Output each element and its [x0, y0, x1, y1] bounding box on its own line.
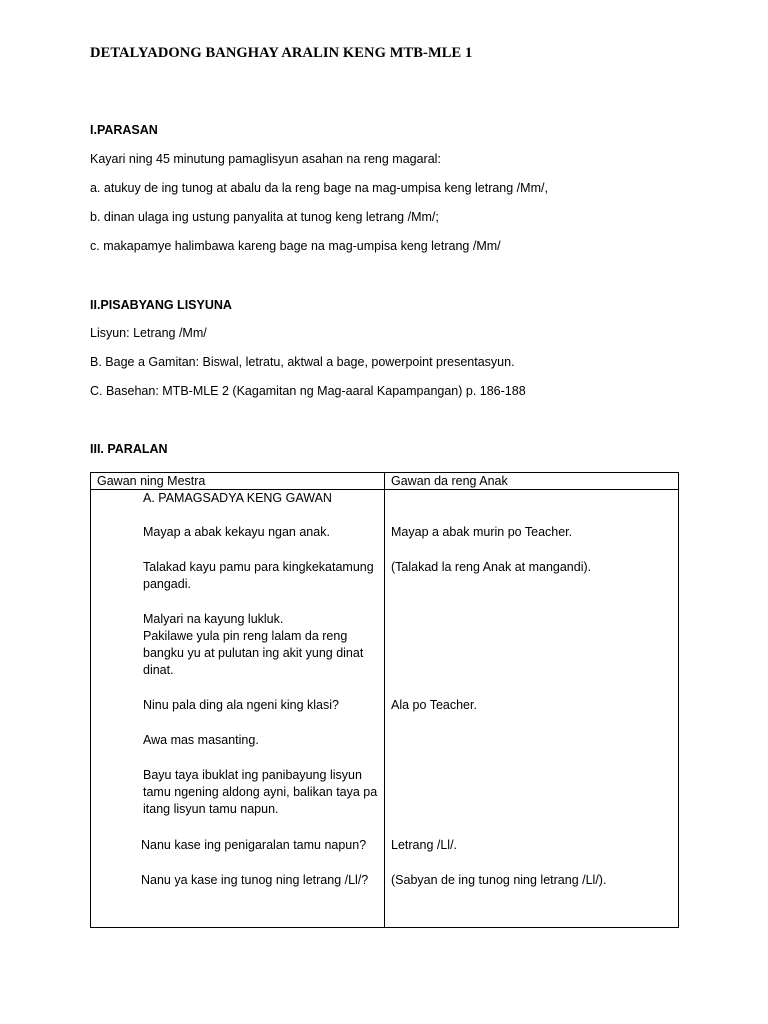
student-line: Mayap a abak murin po Teacher. [391, 525, 573, 539]
subject-matter-materials: B. Bage a Gamitan: Biswal, letratu, aktwal a bage, powerpoint presentasyun. [90, 355, 515, 369]
teacher-column-header: Gawan ning Mestra [91, 473, 385, 490]
teacher-line: Awa mas masanting. [143, 733, 259, 747]
subject-matter-lesson: Lisyun: Letrang /Mm/ [90, 326, 207, 340]
objectives-heading: I.PARASAN [90, 123, 158, 137]
student-column-header: Gawan da reng Anak [385, 473, 679, 490]
student-line: Letrang /Ll/. [391, 838, 458, 852]
procedure-table [90, 472, 679, 928]
teacher-line: Nanu ya kase ing tunog ning letrang /Ll/? [141, 873, 369, 887]
teacher-line: Malyari na kayung lukluk. [143, 612, 284, 626]
teacher-activity-cell [91, 490, 385, 928]
teacher-line: Bayu taya ibuklat ing panibayung lisyun tamu ngening aldong ayni, balikan taya pa itang lisyun tamu napun. [143, 768, 378, 817]
section-a-heading: A. PAMAGSADYA KENG GAWAN [143, 491, 332, 505]
teacher-line: Nanu kase ing penigaralan tamu napun? [141, 838, 367, 852]
student-line: (Talakad la reng Anak at mangandi). [391, 560, 592, 574]
objective-item-b: b. dinan ulaga ing ustung panyalita at tunog keng letrang /Mm/; [90, 210, 439, 224]
objective-item-c: c. makapamye halimbawa kareng bage na mag-umpisa keng letrang /Mm/ [90, 239, 501, 253]
objectives-intro: Kayari ning 45 minutung pamaglisyun asahan na reng magaral: [90, 152, 441, 166]
student-activity-cell [385, 490, 679, 928]
table-row [91, 490, 679, 928]
table-header-row [91, 473, 679, 490]
objective-item-a: a. atukuy de ing tunog at abalu da la reng bage na mag-umpisa keng letrang /Mm/, [90, 181, 548, 195]
student-line: Ala po Teacher. [391, 698, 477, 712]
teacher-line: Pakilawe yula pin reng lalam da reng bangku yu at pulutan ing akit yung dinat dinat. [143, 629, 364, 678]
teacher-line: Talakad kayu pamu para kingkekatamung pangadi. [143, 560, 374, 592]
teacher-line: Ninu pala ding ala ngeni king klasi? [143, 698, 339, 712]
subject-matter-reference: C. Basehan: MTB-MLE 2 (Kagamitan ng Mag-aaral Kapampangan) p. 186-188 [90, 384, 526, 398]
teacher-line: Mayap a abak kekayu ngan anak. [143, 525, 330, 539]
procedure-heading: III. PARALAN [90, 442, 168, 456]
subject-matter-heading: II.PISABYANG LISYUNA [90, 298, 232, 312]
document-title: DETALYADONG BANGHAY ARALIN KENG MTB-MLE 1 [90, 45, 473, 61]
student-line: (Sabyan de ing tunog ning letrang /Ll/). [391, 873, 607, 887]
